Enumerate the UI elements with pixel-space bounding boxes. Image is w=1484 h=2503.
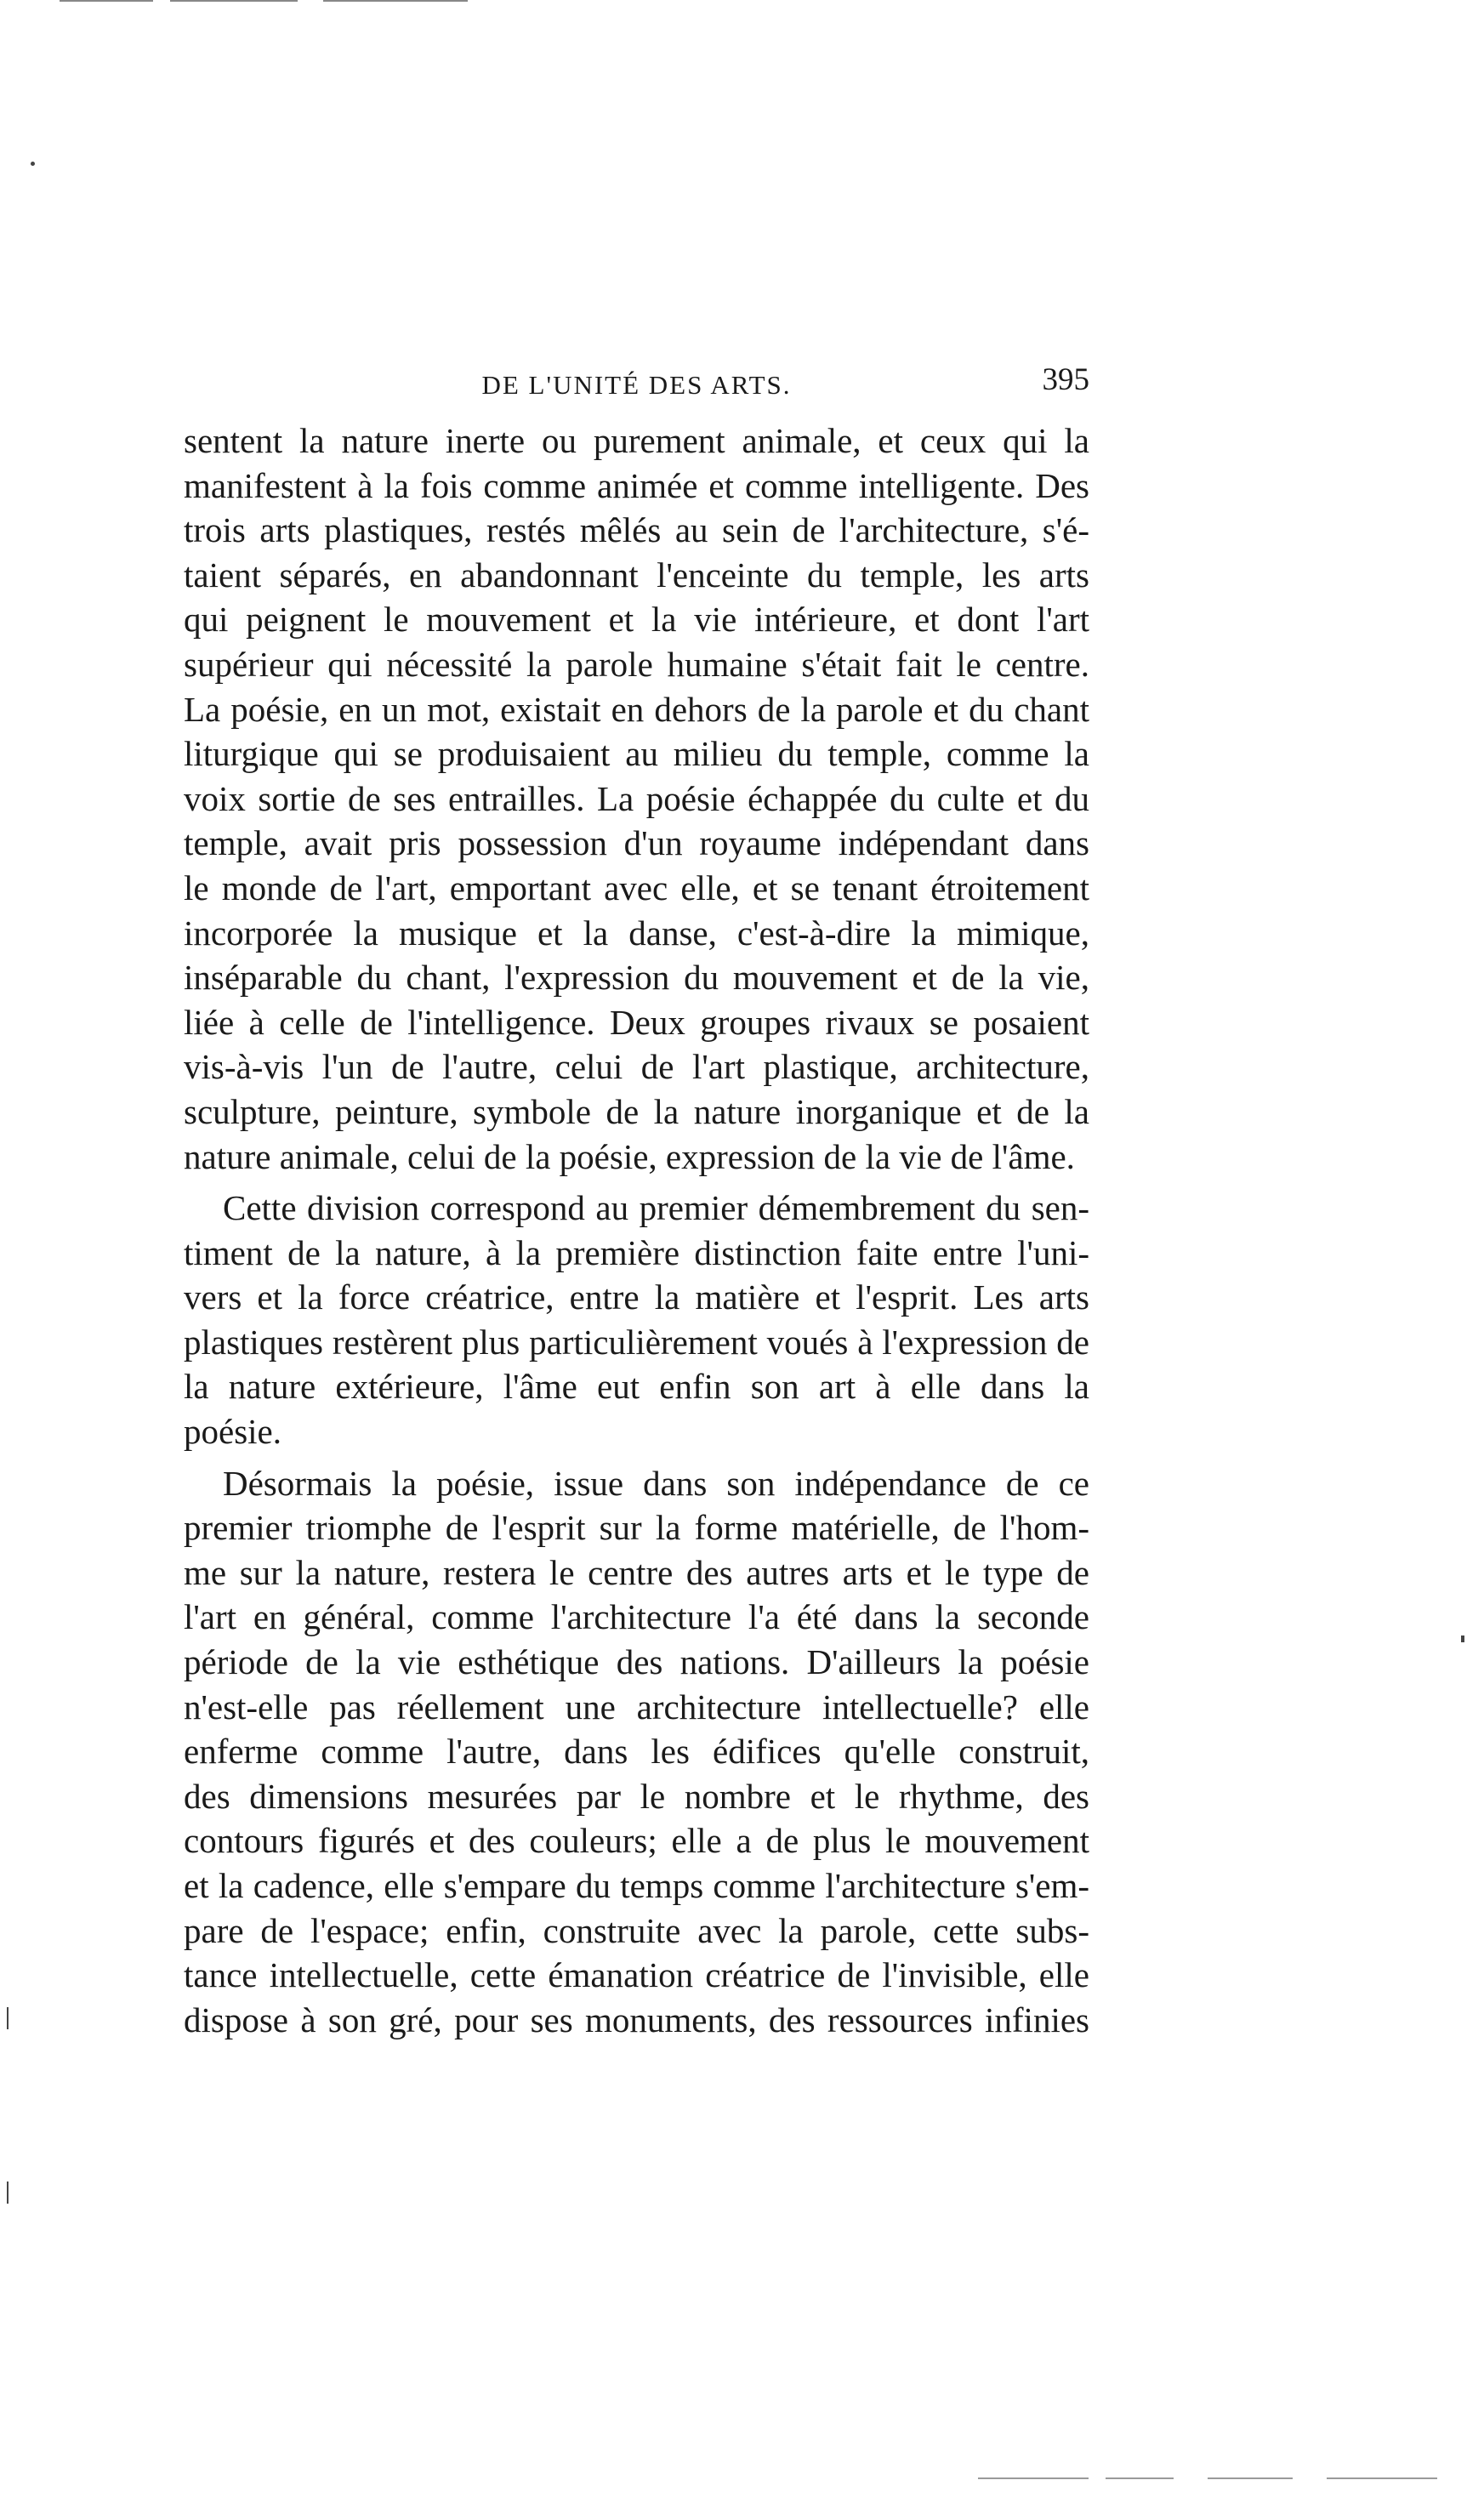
scan-speck bbox=[7, 2182, 9, 2204]
text-line: contours figurés et des couleurs; elle a de plus le mouvement bbox=[184, 1821, 1089, 1861]
scan-mark bbox=[1327, 2477, 1437, 2479]
text-line: des dimensions mesurées par le nombre et le rhythme, des bbox=[184, 1776, 1089, 1816]
body-text bbox=[184, 418, 1089, 2042]
scan-mark bbox=[170, 0, 298, 2]
text-line: période de la vie esthétique des nations. D'ailleurs la poésie bbox=[184, 1642, 1089, 1682]
text-line: dispose à son gré, pour ses monuments, des ressources infinies bbox=[184, 2000, 1089, 2039]
scan-mark bbox=[1208, 2477, 1293, 2479]
text-line: vers et la force créatrice, entre la matière et l'esprit. Les arts bbox=[184, 1277, 1089, 1317]
text-line: poésie. bbox=[184, 1412, 281, 1452]
scan-mark bbox=[978, 2477, 1089, 2479]
text-line: sculpture, peinture, symbole de la nature inorganique et de la bbox=[184, 1091, 1089, 1131]
text-line: sentent la nature inerte ou purement animale, et ceux qui la bbox=[184, 421, 1089, 460]
text-line: n'est-elle pas réellement une architecture intellectuelle? elle bbox=[184, 1687, 1089, 1727]
text-line: trois arts plastiques, restés mêlés au sein de l'architecture, s'é- bbox=[184, 510, 1089, 550]
text-line: timent de la nature, à la première distinction faite entre l'uni- bbox=[184, 1232, 1089, 1272]
scan-mark bbox=[60, 0, 153, 2]
text-line: liée à celle de l'intelligence. Deux groupes rivaux se posaient bbox=[184, 1002, 1089, 1042]
scan-mark bbox=[1106, 2477, 1174, 2479]
text-line: Cette division correspond au premier démembrement du sen- bbox=[223, 1188, 1089, 1228]
text-line: La poésie, en un mot, existait en dehors de la parole et du chant bbox=[184, 689, 1089, 729]
scan-speck bbox=[31, 162, 35, 166]
text-line: vis-à-vis l'un de l'autre, celui de l'art plastique, architecture, bbox=[184, 1047, 1089, 1087]
text-line: manifestent à la fois comme animée et comme intelligente. Des bbox=[184, 465, 1089, 505]
text-line: inséparable du chant, l'expression du mouvement et de la vie, bbox=[184, 958, 1089, 998]
text-line: la nature extérieure, l'âme eut enfin son art à elle dans la bbox=[184, 1367, 1089, 1407]
text-line: nature animale, celui de la poésie, expression de la vie de l'âme. bbox=[184, 1136, 1075, 1176]
text-line: le monde de l'art, emportant avec elle, et se tenant étroitement bbox=[184, 868, 1089, 907]
text-line: supérieur qui nécessité la parole humaine s'était fait le centre. bbox=[184, 644, 1089, 684]
paragraph bbox=[184, 418, 1089, 1179]
running-title: DE L'UNITÉ DES ARTS. bbox=[481, 370, 792, 400]
text-line: pare de l'espace; enfin, construite avec la parole, cette subs- bbox=[184, 1910, 1089, 1950]
paragraph bbox=[184, 1186, 1089, 1454]
text-line: premier triomphe de l'esprit sur la forme matérielle, de l'hom- bbox=[184, 1508, 1089, 1548]
text-line: enferme comme l'autre, dans les édifices qu'elle construit, bbox=[184, 1732, 1089, 1772]
text-line: tance intellectuelle, cette émanation créatrice de l'invisible, elle bbox=[184, 1955, 1089, 1995]
text-line: incorporée la musique et la danse, c'est-à-dire la mimique, bbox=[184, 913, 1089, 953]
text-line: voix sortie de ses entrailles. La poésie échappée du culte et du bbox=[184, 778, 1089, 818]
text-line: plastiques restèrent plus particulièrement voués à l'expression de bbox=[184, 1322, 1089, 1362]
scan-speck bbox=[1461, 1635, 1464, 1642]
text-line: l'art en général, comme l'architecture l'a été dans la seconde bbox=[184, 1597, 1089, 1637]
text-line: Désormais la poésie, issue dans son indépendance de ce bbox=[223, 1463, 1089, 1503]
text-line: et la cadence, elle s'empare du temps comme l'architecture s'em- bbox=[184, 1866, 1089, 1905]
scan-mark bbox=[323, 0, 468, 2]
page-number: 395 bbox=[1042, 362, 1089, 397]
text-line: qui peignent le mouvement et la vie intérieure, et dont l'art bbox=[184, 600, 1089, 640]
text-line: me sur la nature, restera le centre des autres arts et le type de bbox=[184, 1552, 1089, 1592]
running-head bbox=[184, 361, 1089, 412]
scan-speck bbox=[7, 2007, 9, 2029]
paragraph bbox=[184, 1461, 1089, 2043]
text-line: liturgique qui se produisaient au milieu du temple, comme la bbox=[184, 734, 1089, 774]
text-line: taient séparés, en abandonnant l'enceinte du temple, les arts bbox=[184, 555, 1089, 594]
text-line: temple, avait pris possession d'un royaume indépendant dans bbox=[184, 823, 1089, 863]
